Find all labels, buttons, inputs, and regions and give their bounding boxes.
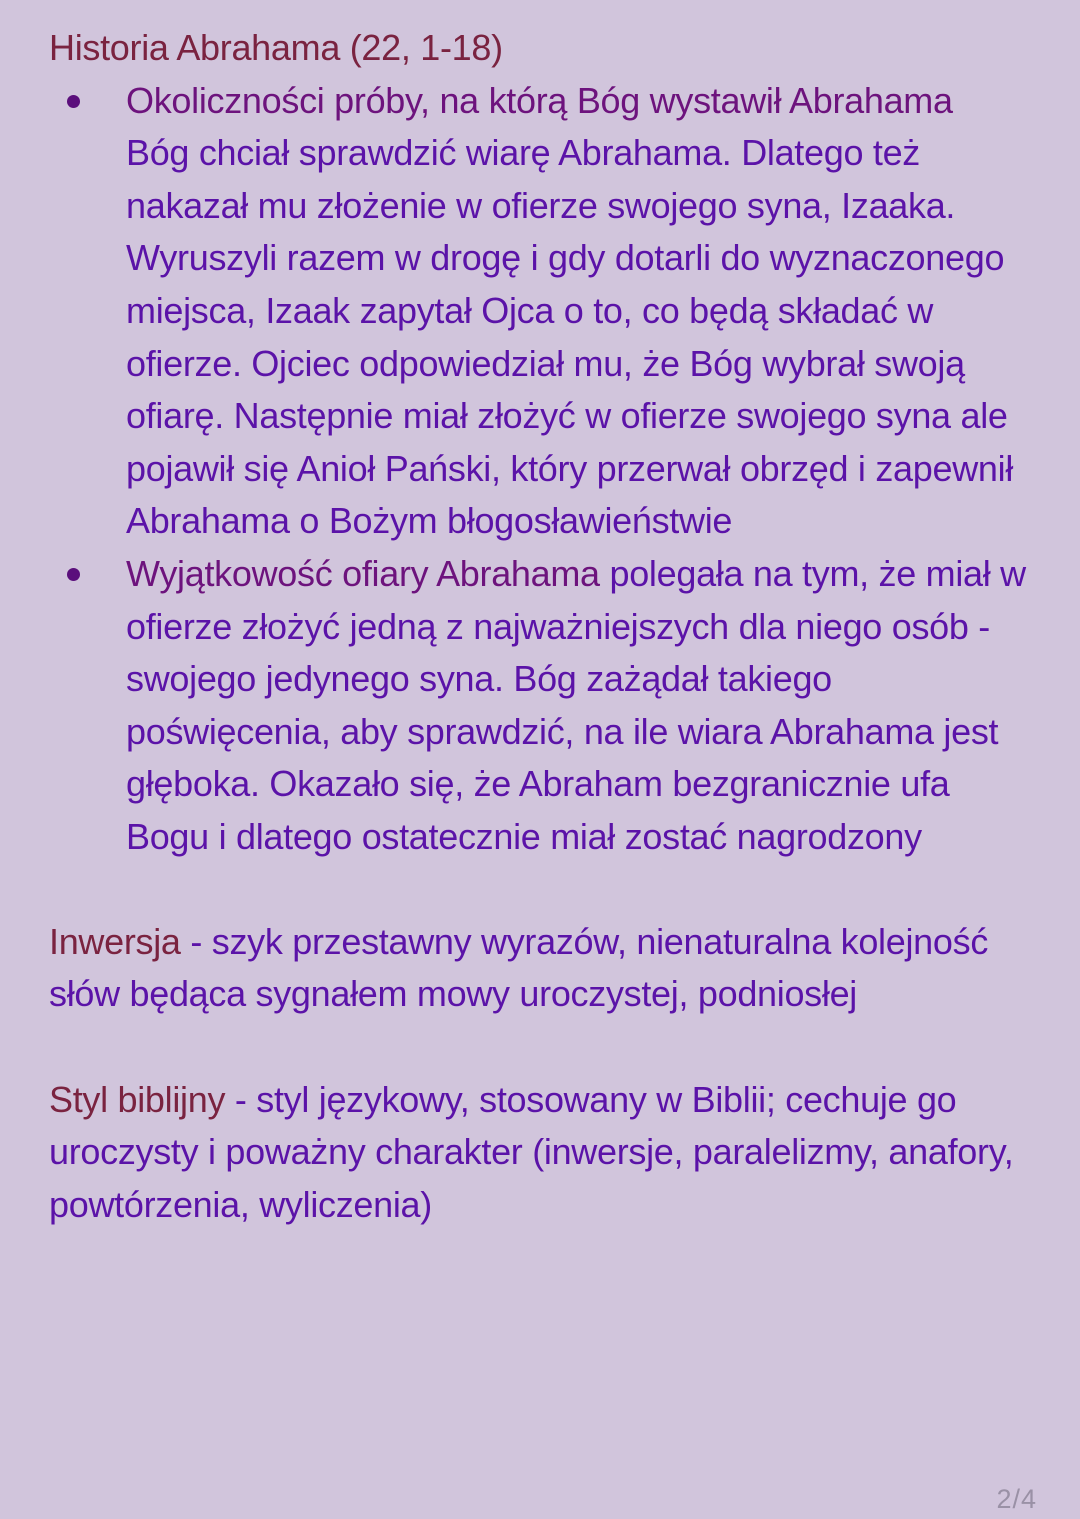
bullet-body: Bóg chciał sprawdzić wiarę Abrahama. Dlatego też nakazał mu złożenie w ofierze swojego syna, Izaaka. Wyruszyli razem w drogę i gdy dotarli do wyznaczonego miejsca, Izaak zapytał Ojca o to, co będą składać w ofierze. Ojciec odpowiedział mu, że Bóg wybrał swoją ofiarę. Następnie miał złożyć w ofierze swojego syna ale pojawił się Anioł Pański, który przerwał obrzęd i zapewnił Abrahama o Bożym błogosławieństwie	[126, 132, 1014, 542]
term-name: Styl biblijny	[49, 1078, 226, 1120]
spacer	[49, 1021, 1039, 1074]
bullet-paragraph	[126, 548, 1039, 864]
page-content	[49, 22, 1039, 1231]
spacer	[49, 864, 1039, 916]
section-title: Historia Abrahama (22, 1-18)	[49, 27, 503, 68]
term-definition: - szyk przestawny wyrazów, nienaturalna kolejność słów będąca sygnałem mowy uroczystej, podniosłej	[49, 920, 989, 1015]
term-inwersja	[49, 916, 1039, 1021]
bullet-dot-icon	[67, 568, 80, 581]
bullet-dot-icon	[67, 95, 80, 108]
bullet-body: polegała na tym, że miał w ofierze złożyć jedną z najważniejszych dla niego osób - swojego jedynego syna. Bóg zażądał takiego poświęcenia, aby sprawdzić, na ile wiara Abrahama jest głęboka. Okazało się, że Abraham bezgranicznie ufa Bogu i dlatego ostatecznie miał zostać nagrodzony	[126, 552, 1026, 857]
term-name: Inwersja	[49, 920, 181, 962]
term-definition: - styl językowy, stosowany w Biblii; cechuje go uroczysty i poważny charakter (inwersje, paralelizmy, anafory, powtórzenia, wyliczenia)	[49, 1078, 1014, 1225]
term-styl-biblijny	[49, 1074, 1039, 1232]
bullet-heading: Wyjątkowość ofiary Abrahama	[126, 552, 600, 594]
bullet-item-uniqueness	[49, 548, 1039, 864]
bullet-heading: Okoliczności próby, na którą Bóg wystawił Abrahama	[126, 79, 953, 121]
bullet-item-circumstances	[49, 75, 1039, 548]
page-number: 2/4	[996, 1484, 1037, 1514]
bullet-list	[49, 75, 1039, 864]
